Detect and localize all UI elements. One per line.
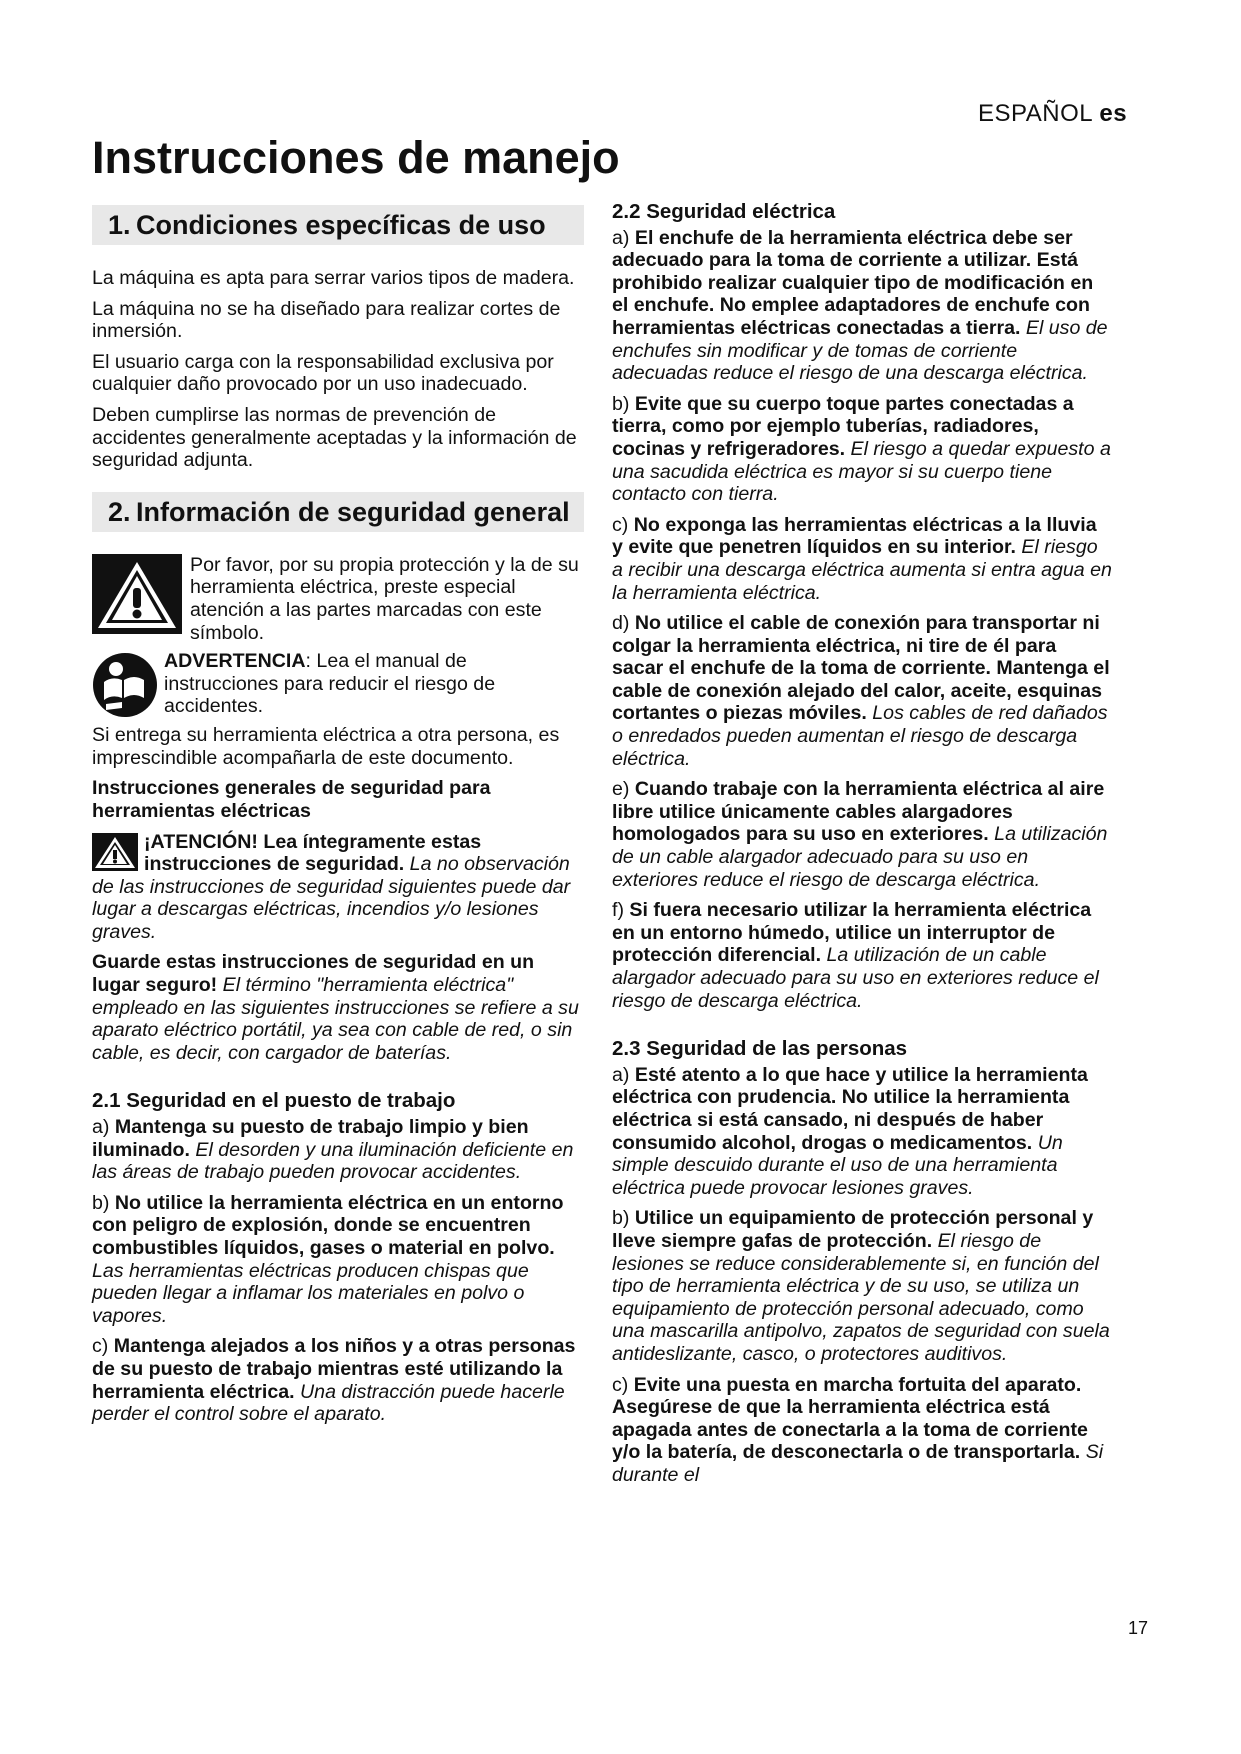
list-item: b) Evite que su cuerpo toque partes conectadas a tierra, como por ejemplo tuberías, radiadores, cocinas y refrigeradores. El riesgo a quedar expuesto a una sacudida eléctrica es mayor si su cuerpo tiene contacto con tierra. [612, 392, 1111, 506]
list-item: d) No utilice el cable de conexión para transportar ni colgar la herramienta eléctrica, ni tire de él para sacar el enchufe de la toma de corriente. Mantenga el cable de conexión alejado del calor, aceite, esquinas cortantes o piezas móviles. Los cables de red dañados o enredados pueden aumentan el riesgo de descarga eléctrica. [612, 612, 1110, 770]
list-item: a) Mantenga su puesto de trabajo limpio y bien iluminado. El desorden y una iluminación deficiente en las áreas de trabajo pueden provocar accidentes. [92, 1116, 574, 1184]
warning-text: Por favor, por su propia protección y la de su herramienta eléctrica, preste especial atención a las partes marcadas con este símbolo. [190, 553, 579, 644]
keep-instructions-paragraph: Guarde estas instrucciones de seguridad en un lugar seguro! El término "herramienta eléctrica" empleado en las siguientes instrucciones se refiere a su aparato eléctrico portátil, ya sea con cable de red, o sin cable, es decir, con cargador de baterías. [92, 951, 579, 1064]
list-item: f) Si fuera necesario utilizar la herramienta eléctrica en un entorno húmedo, utilice un interruptor de protección diferencial. La utilización de un cable alargador adecuado para su uso en exteriores reduce el riesgo de descarga eléctrica. [612, 899, 1099, 1012]
list-item: c) Mantenga alejados a los niños y a otras personas de su puesto de trabajo mientras esté utilizando la herramienta eléctrica. Una distracción puede hacerle perder el control sobre el aparato. [92, 1335, 576, 1426]
subsection-2-1-heading: 2.1 Seguridad en el puesto de trabajo [92, 1089, 456, 1113]
warning-notice [92, 554, 584, 644]
left-column [92, 205, 584, 1434]
paragraph: Deben cumplirse las normas de prevención de accidentes generalmente aceptadas y la información de seguridad adjunta. [92, 403, 577, 472]
read-manual-icon [92, 652, 158, 718]
list-item: c) No exponga las herramientas eléctricas a la lluvia y evite que penetren líquidos en su interior. El riesgo a recibir una descarga eléctrica aumenta si entra agua en la herramienta eléctrica. [612, 513, 1112, 604]
general-instructions-heading: Instrucciones generales de seguridad para herramientas eléctricas [92, 777, 491, 822]
subsection-2-2-heading: 2.2 Seguridad eléctrica [612, 200, 836, 223]
read-manual-notice [92, 650, 584, 718]
page-title: Instrucciones de manejo [92, 132, 620, 183]
list-item: e) Cuando trabaje con la herramienta eléctrica al aire libre utilice únicamente cables alargadores homologados para su uso en exteriores. La utilización de un cable alargador adecuado para su uso en exteriores reduce el riesgo de descarga eléctrica. [612, 778, 1108, 891]
read-manual-text: ADVERTENCIA: Lea el manual de instrucciones para reducir el riesgo de accidentes. [164, 650, 496, 718]
list-item: a) El enchufe de la herramienta eléctrica debe ser adecuado para la toma de corriente a utilizar. Está prohibido realizar cualquier tipo de modificación en el enchufe. No emplee adaptadores de enchufe con herramientas eléctricas conectadas a tierra. El uso de enchufes sin modificar y de tomas de corriente adecuadas reduce el riesgo de una descarga eléctrica. [612, 226, 1108, 385]
subsection-2-3-heading: 2.3 Seguridad de las personas [612, 1037, 908, 1061]
list-item: a) Esté atento a lo que hace y utilice la herramienta eléctrica con prudencia. No utilice la herramienta eléctrica si está cansado, ni después de haber consumido alcohol, drogas o medicamentos. Un simple descuido durante el uso de una herramienta eléctrica puede provocar lesiones graves. [612, 1063, 1088, 1199]
handover-paragraph: Si entrega su herramienta eléctrica a otra persona, es imprescindible acompañarla de este documento. [92, 724, 560, 769]
warning-triangle-icon [92, 833, 138, 871]
list-item: c) Evite una puesta en marcha fortuita del aparato. Asegúrese de que la herramienta eléctrica está apagada antes de conectarla a la toma de corriente y/o la batería, de desconectarla o de transportarla. Si durante el [612, 1373, 1104, 1486]
section-1-heading: 1. Condiciones específicas de uso [92, 205, 584, 245]
section-2-heading: 2. Información de seguridad general [92, 492, 584, 532]
list-item: b) No utilice la herramienta eléctrica en un entorno con peligro de explosión, donde se encuentren combustibles líquidos, gases o material en polvo. Las herramientas eléctricas producen chispas que pueden llegar a inflamar los materiales en polvo o vapores. [92, 1191, 564, 1327]
attention-paragraph: ¡ATENCIÓN! Lea íntegramente estas instrucciones de seguridad. La no observación de las instrucciones de seguridad siguientes puede dar lugar a descargas eléctricas, incendios y/o lesiones graves. [92, 830, 571, 943]
language-label: ESPAÑOL es [978, 100, 1128, 127]
paragraph: La máquina es apta para serrar varios tipos de madera. [92, 267, 575, 289]
list-item: b) Utilice un equipamiento de protección personal y lleve siempre gafas de protección. El riesgo de lesiones se reduce considerablemente si, en función del tipo de herramienta eléctrica y de su uso, se utiliza un equipamiento de protección personal adecuado, como una mascarilla antipolvo, zapatos de seguridad con suela antideslizante, casco, o protectores auditivos. [612, 1207, 1110, 1365]
page-number: 17 [1128, 1618, 1149, 1638]
paragraph: La máquina no se ha diseñado para realizar cortes de inmersión. [92, 297, 561, 343]
warning-triangle-icon [92, 554, 182, 634]
right-column [612, 201, 1112, 1494]
paragraph: El usuario carga con la responsabilidad exclusiva por cualquier daño provocado por un uso inadecuado. [92, 350, 554, 396]
